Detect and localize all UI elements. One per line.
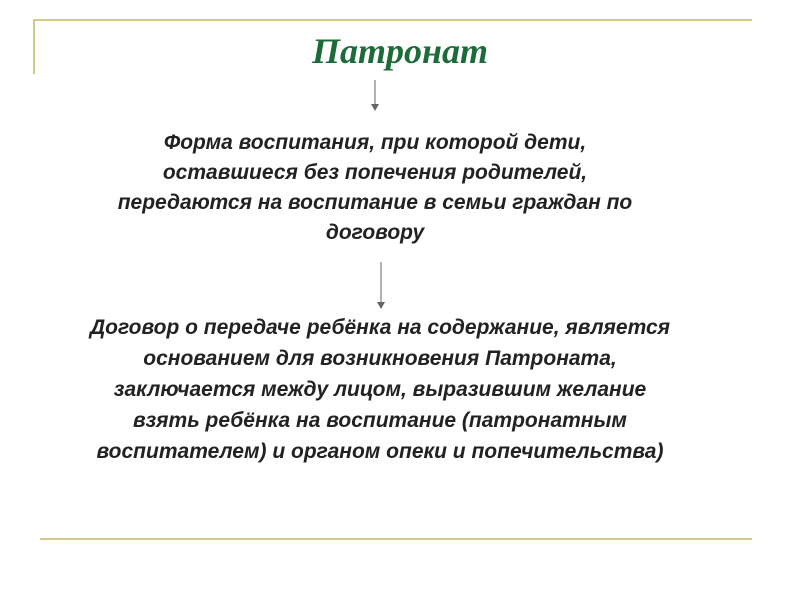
contract-line: взять ребёнка на воспитание (патронатным [133, 409, 627, 432]
down-arrow-icon [370, 80, 380, 112]
contract-line: заключается между лицом, выразившим желание [113, 378, 647, 401]
slide-title: Патронат [312, 31, 488, 71]
contract-text [0, 312, 760, 467]
definition-text [45, 128, 705, 248]
definition-line: оставшиеся без попечения родителей, [162, 161, 588, 184]
frame-bottom-line [40, 538, 752, 540]
contract-line: Договор о передаче ребёнка на содержание, является [89, 316, 671, 339]
definition-line: Форма воспитания, при которой дети, [163, 131, 587, 154]
frame-top-line [35, 19, 752, 21]
contract-line: основанием для возникновения Патроната, [143, 347, 617, 370]
definition-line: договору [325, 221, 425, 244]
contract-line: воспитателем) и органом опеки и попечительства) [96, 440, 664, 463]
down-arrow-icon [376, 262, 386, 310]
definition-line: передаются на воспитание в семьи граждан по [117, 191, 633, 214]
